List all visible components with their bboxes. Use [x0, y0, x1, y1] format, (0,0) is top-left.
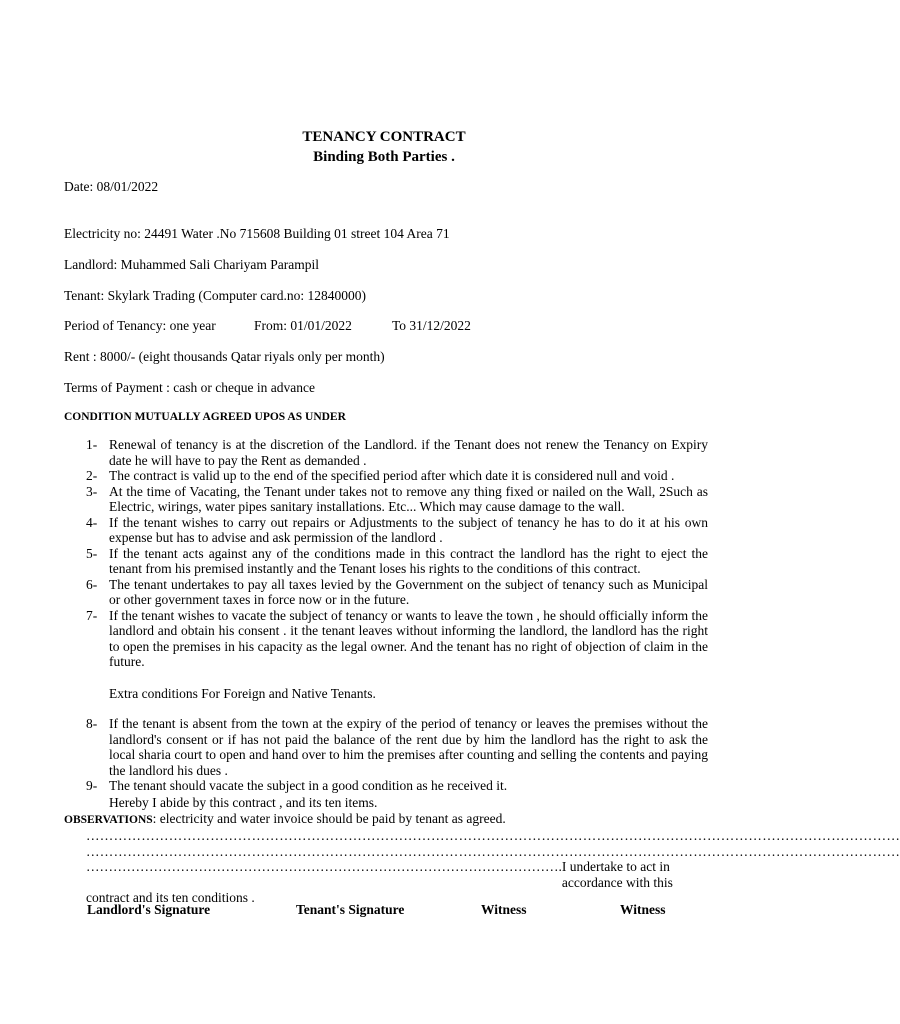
undertake-statement-end: contract and its ten conditions .	[86, 890, 255, 905]
witness-signature-label: Witness	[481, 902, 527, 917]
condition-text: If the tenant wishes to carry out repairs or Adjustments to the subject of tenancy he has to do it at his own expense but has to advise and ask permission of the landlord .	[109, 514, 708, 545]
condition-number: 3-	[86, 483, 98, 499]
condition-text: If the tenant is absent from the town at the expiry of the period of tenancy or leaves the premises without the landlord's consent or if has not paid the balance of the rent due by him the landlord has the right to ask the local sharia court to open and hand over to him the premises after counting and selling the contents and paying the landlord his dues .	[109, 716, 708, 778]
dotted-line: ……………………………………………………………………………………………………………………………………………………………	[86, 843, 900, 859]
dotted-line: …………………………………………………………………………………………….	[86, 859, 562, 874]
observations	[64, 811, 708, 829]
condition-text: The tenant should vacate the subject in a good condition as he received it.	[109, 778, 508, 793]
dotted-line: ……………………………………………………………………………………………………………………………………………………………	[86, 828, 900, 843]
condition-text: If the tenant acts against any of the conditions made in this contract the landlord has the right to eject the tenant from his premised instantly and the Tenant loses his rights to the conditions of this contract.	[109, 545, 708, 576]
extra-conditions-heading: Extra conditions For Foreign and Native Tenants.	[109, 685, 376, 701]
tenant-name: Tenant: Skylark Trading (Computer card.no: 12840000)	[64, 288, 367, 303]
condition-item	[86, 608, 708, 670]
condition-item	[86, 437, 708, 468]
condition-item	[86, 577, 708, 608]
rent-amount: Rent : 8000/- (eight thousands Qatar riyals only per month)	[64, 349, 385, 364]
tenant-signature-label: Tenant's Signature	[296, 902, 405, 917]
condition-number: 5-	[86, 545, 98, 561]
condition-number: 4-	[86, 514, 98, 530]
observations-text: : electricity and water invoice should be paid by tenant as agreed.	[152, 810, 506, 826]
condition-text: The tenant undertakes to pay all taxes levied by the Government on the subject of tenancy such as Municipal or other government taxes in force now or in the future.	[109, 576, 708, 607]
condition-item	[86, 716, 708, 778]
condition-text: If the tenant wishes to vacate the subject of tenancy or wants to leave the town , he should officially inform the landlord and obtain his consent . it the tenant leaves without informing the landlord, the landlord has the right to open the premises in his capacity as the legal owner. And the tenant has no right of objection of claim in the future.	[109, 607, 708, 669]
observations-label: OBSERVATIONS	[64, 813, 153, 826]
condition-number: 9-	[86, 778, 98, 793]
condition-text: Renewal of tenancy is at the discretion of the Landlord. if the Tenant does not renew the Tenancy on Expiry date he will have to pay the Rent as demanded .	[109, 437, 708, 468]
condition-item	[86, 778, 708, 794]
landlord-name: Landlord: Muhammed Sali Chariyam Parampil	[64, 257, 319, 272]
abide-statement: Hereby I abide by this contract , and its ten items.	[109, 795, 378, 810]
condition-text: At the time of Vacating, the Tenant under takes not to remove any thing fixed or nailed on the Wall, 2Such as Electric, wirings, water pipes sanitary installations. Etc... Which may cause damage to the wall.	[109, 483, 708, 514]
undertake-statement: I undertake to act in accordance with this	[561, 859, 673, 890]
conditions-list	[86, 437, 708, 794]
closing-section	[64, 795, 900, 906]
condition-item	[86, 468, 708, 484]
conditions-heading: CONDITION MUTUALLY AGREED UPOS AS UNDER	[64, 411, 346, 423]
condition-number: 1-	[86, 437, 98, 452]
condition-item	[86, 515, 708, 546]
payment-terms: Terms of Payment : cash or cheque in advance	[64, 380, 315, 395]
tenancy-to: To 31/12/2022	[392, 318, 471, 333]
condition-number: 8-	[86, 716, 98, 731]
utilities-info: Electricity no: 24491 Water .No 715608 Building 01 street 104 Area 71	[64, 226, 450, 241]
condition-text: The contract is valid up to the end of the specified period after which date it is considered null and void .	[109, 468, 675, 483]
condition-number: 2-	[86, 468, 98, 483]
condition-number: 6-	[86, 576, 98, 592]
landlord-signature-label: Landlord's Signature	[87, 902, 211, 917]
condition-item	[86, 546, 708, 577]
undertake-line	[86, 859, 708, 890]
tenancy-period: Period of Tenancy: one year	[64, 318, 216, 333]
tenancy-from: From: 01/01/2022	[254, 318, 352, 333]
condition-number: 7-	[86, 607, 98, 623]
witness-signature-label: Witness	[620, 902, 666, 917]
condition-item	[86, 484, 708, 515]
contract-date: Date: 08/01/2022	[64, 179, 159, 194]
document-title: TENANCY CONTRACT	[302, 129, 466, 145]
document-subtitle: Binding Both Parties .	[313, 149, 455, 165]
